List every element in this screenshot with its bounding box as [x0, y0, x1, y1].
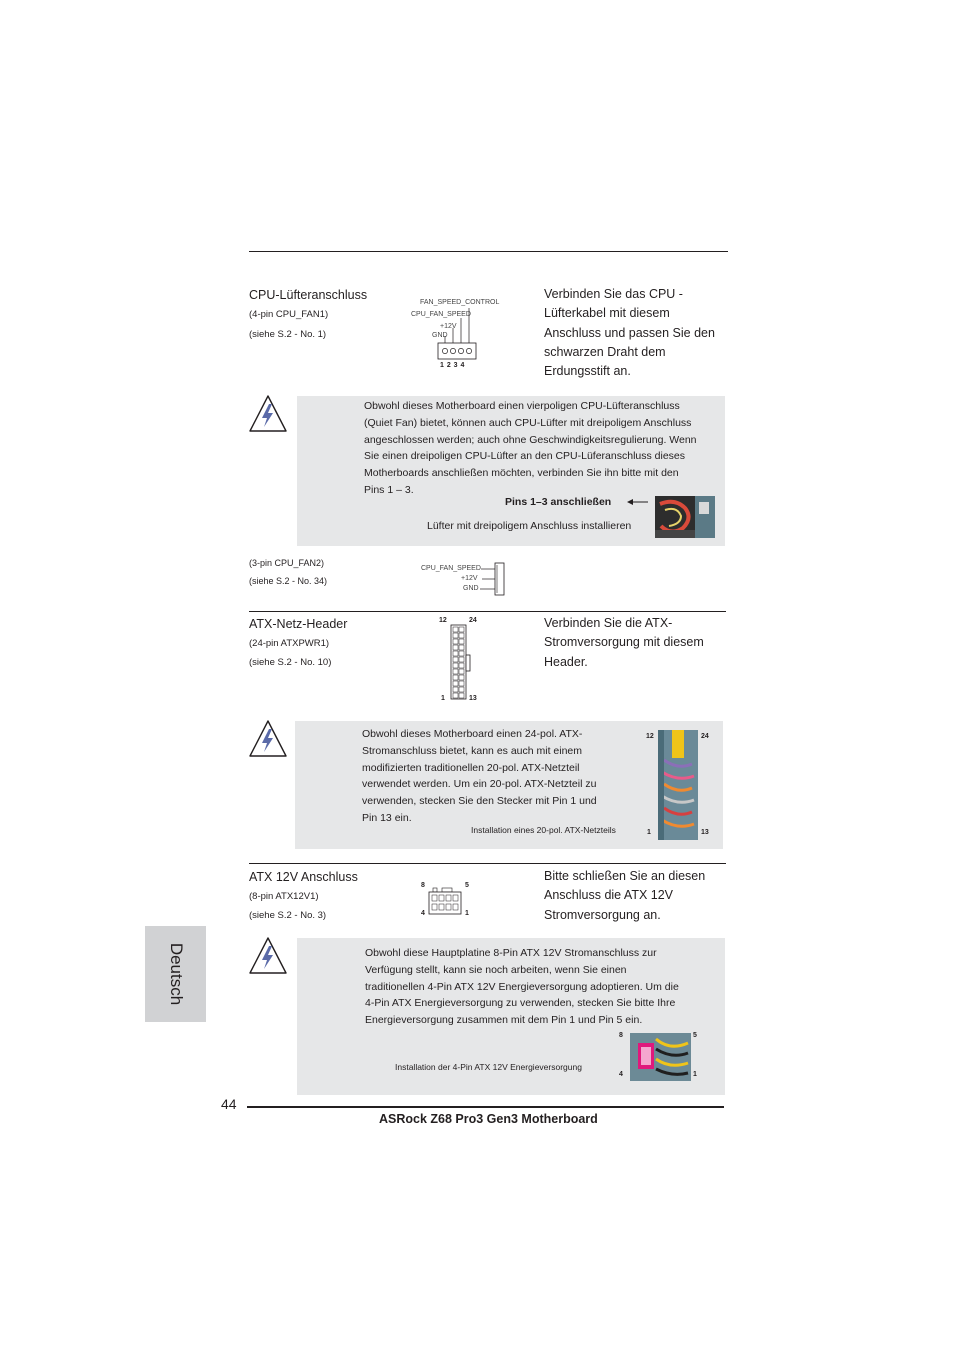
note-line: modifizierten traditionellen 20-pol. ATX-Netzteil [362, 761, 580, 774]
desc-line: Erdungsstift an. [544, 364, 631, 379]
atx12v-install-photo [630, 1033, 691, 1081]
cpu-fan-ref: (siehe S.2 - No. 1) [249, 329, 327, 340]
warning-icon [248, 394, 288, 434]
fan-photo-image [655, 496, 715, 538]
label-pins-1234: 1 2 3 4 [440, 362, 465, 369]
atx-ref: (siehe S.2 - No. 10) [249, 657, 332, 668]
note-line: Pin 13 ein. [362, 811, 412, 824]
atx-photo-label-1: 1 [647, 829, 651, 836]
warning-icon [248, 936, 288, 976]
desc-line: Verbinden Sie die ATX- [544, 616, 673, 630]
label-pin-1: 1 [441, 695, 445, 702]
label-pin-13: 13 [469, 695, 477, 702]
desc-line: Header. [544, 654, 588, 669]
desc-line: Anschluss und passen Sie den [544, 325, 715, 340]
label-cpu-fan-speed: CPU_FAN_SPEED [411, 311, 471, 318]
note-line: angeschlossen werden; auch ohne Geschwindigkeitsregulierung. Wenn [364, 433, 697, 446]
page-number: 44 [221, 1096, 237, 1112]
footer-rule [247, 1106, 724, 1108]
label-pin-8: 8 [421, 882, 425, 889]
desc-line: Stromversorgung mit diesem [544, 635, 704, 650]
install-caption: Lüfter mit dreipoligem Anschluss installieren [427, 520, 632, 532]
atx-pin: (24-pin ATXPWR1) [249, 638, 330, 649]
note-line: Obwohl diese Hauptplatine 8-Pin ATX 12V Stromanschluss zur [365, 947, 657, 959]
atx12v-description [544, 867, 705, 925]
side-tab-label: Deutsch [166, 942, 186, 1006]
note-line: Stromanschluss bietet, kann es auch mit einem [362, 744, 583, 757]
atx-rule [249, 611, 726, 612]
label-12v: +12V [461, 575, 478, 582]
atx-install-photo [658, 730, 698, 840]
note-line: (Quiet Fan) bietet, können auch CPU-Lüfter mit dreipoligem Anschluss [364, 416, 692, 429]
note-line: verwendet werden. Um ein 20-pol. ATX-Netzteil zu [362, 778, 597, 791]
side-tab [145, 926, 206, 1022]
cpu-fan-title: CPU-Lüfteranschluss [249, 288, 368, 302]
cpu-fan-pin: (4-pin CPU_FAN1) [249, 309, 329, 320]
note-line: Sie einen dreipoligen CPU-Lüfter an den CPU-Lüferanschluss dieses [364, 450, 686, 463]
desc-line: Lüfterkabel mit diesem [544, 306, 670, 321]
label-12v: +12V [440, 323, 457, 330]
note-line: traditionellen 4-Pin ATX 12V Energieversorgung adoptieren. Um die [365, 980, 679, 993]
atx12v-photo-label-8: 8 [619, 1032, 623, 1039]
label-gnd: GND [463, 585, 479, 592]
atx-description [544, 614, 704, 672]
atx-photo-image [658, 730, 698, 840]
atx12v-photo-label-4: 4 [619, 1071, 623, 1078]
cpu-fan-diagram [405, 296, 505, 376]
atx-note-text [362, 726, 597, 827]
desc-line: Bitte schließen Sie an diesen [544, 869, 706, 883]
note-line: Verfügung stellt, kann sie noch arbeiten, wenn Sie einen [365, 963, 627, 976]
cpu-fan2-diagram [418, 560, 508, 598]
atx12v-photo-image [630, 1033, 691, 1081]
atx-photo-label-12: 12 [646, 733, 654, 740]
atx12v-photo-label-1: 1 [693, 1071, 697, 1078]
atx12v-install-caption: Installation der 4-Pin ATX 12V Energieversorgung [395, 1062, 582, 1072]
atx-24pin-connector [436, 617, 486, 707]
pins-label: Pins 1–3 anschließen [505, 496, 612, 508]
desc-line: schwarzen Draht dem [544, 344, 666, 359]
label-cpu-fan-speed: CPU_FAN_SPEED [421, 565, 481, 572]
cpu-fan2-pin: (3-pin CPU_FAN2) [249, 558, 325, 568]
atx12v-photo-label-5: 5 [693, 1032, 697, 1039]
label-gnd: GND [432, 332, 448, 339]
arrow-left-icon [626, 497, 650, 507]
label-fan-speed-control: FAN_SPEED_CONTROL [420, 299, 500, 306]
desc-line: Anschluss die ATX 12V [544, 888, 674, 903]
note-line: 4-Pin ATX Energieversorgung zu verwenden, stecken Sie bitte Ihre [365, 997, 676, 1010]
atx-install-caption: Installation eines 20-pol. ATX-Netzteils [471, 825, 616, 835]
atx12v-8pin-connector [418, 880, 478, 925]
atx-diagram [436, 617, 486, 707]
label-pin-24: 24 [469, 617, 477, 624]
atx12v-diagram [418, 880, 478, 925]
cpu-fan-note-text [364, 398, 697, 499]
atx12v-pin: (8-pin ATX12V1) [249, 891, 319, 902]
atx12v-note-text [365, 945, 679, 1029]
label-pin-4: 4 [421, 910, 425, 917]
atx-photo-label-24: 24 [701, 733, 709, 740]
note-line: Obwohl dieses Motherboard einen vierpoligen CPU-Lüfteranschluss [364, 400, 680, 412]
atx-photo-label-13: 13 [701, 829, 709, 836]
desc-line: Verbinden Sie das CPU - [544, 287, 683, 301]
note-line: verwenden, stecken Sie den Stecker mit Pin 1 und [362, 795, 597, 808]
top-rule [249, 251, 728, 252]
fan-connector-3pin [418, 560, 508, 598]
label-pin-5: 5 [465, 882, 469, 889]
atx12v-rule [249, 863, 726, 864]
desc-line: Stromversorgung an. [544, 907, 661, 922]
warning-icon [248, 719, 288, 759]
note-line: Pins 1 – 3. [364, 483, 414, 496]
note-line: Energieversorgung zusammen mit dem Pin 1 und Pin 5 ein. [365, 1014, 643, 1027]
cpu-fan-description [544, 285, 715, 381]
fan-install-photo [655, 496, 715, 538]
atx12v-ref: (siehe S.2 - No. 3) [249, 910, 327, 921]
atx12v-title: ATX 12V Anschluss [249, 870, 358, 884]
note-line: Obwohl dieses Motherboard einen 24-pol. ATX- [362, 728, 583, 740]
note-line: Motherboards anschließen möchten, verbinden Sie ihn bitte mit den [364, 467, 679, 480]
footer-product: ASRock Z68 Pro3 Gen3 Motherboard [379, 1112, 598, 1126]
label-pin-12: 12 [439, 617, 447, 624]
label-pin-1: 1 [465, 910, 469, 917]
cpu-fan2-ref: (siehe S.2 - No. 34) [249, 576, 328, 586]
atx-title: ATX-Netz-Header [249, 617, 348, 631]
